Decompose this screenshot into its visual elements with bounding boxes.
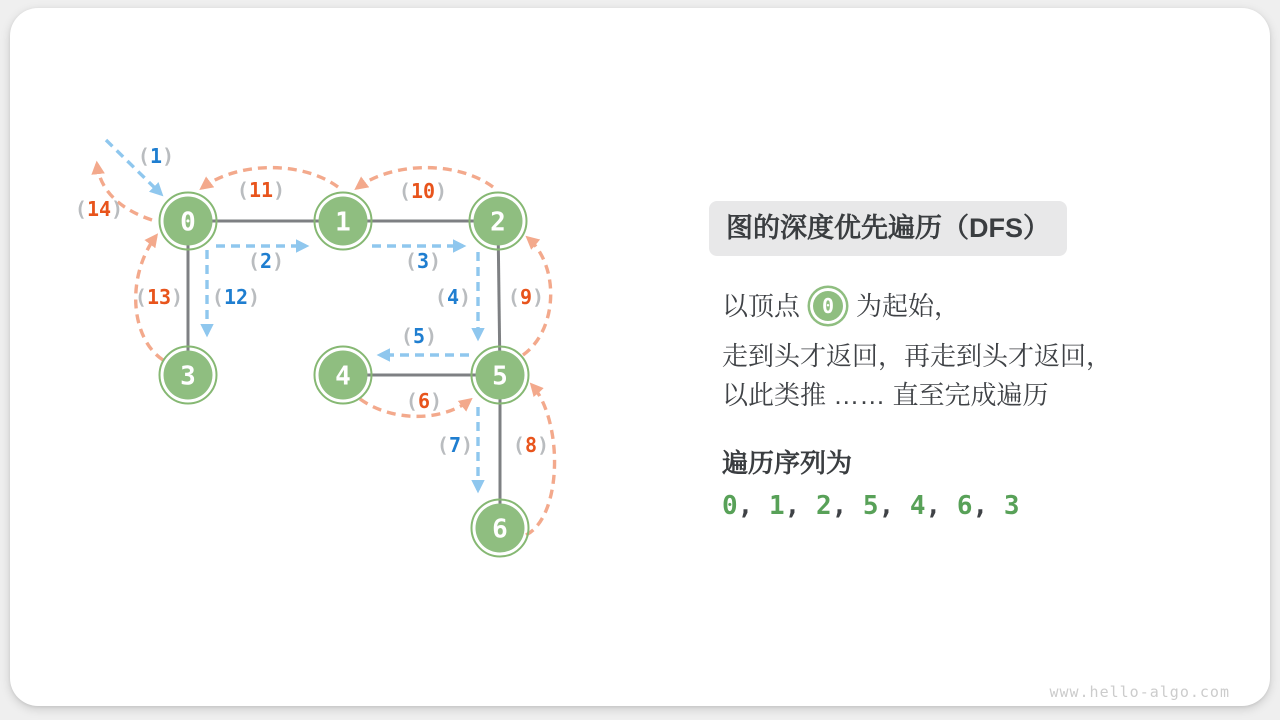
sequence-comma: , xyxy=(737,491,769,521)
start-vertex-badge xyxy=(810,288,846,324)
sequence-title: 遍历序列为 xyxy=(722,448,853,478)
desc-line-1 xyxy=(722,285,960,327)
step-label-13: (13) xyxy=(134,285,184,309)
step-arrow-8 xyxy=(526,385,555,535)
node-value: 5 xyxy=(492,361,508,392)
step-label-1: (1) xyxy=(137,144,175,168)
desc-line-3: 以此类推 …… 直至完成遍历 xyxy=(722,380,1049,410)
traversal-sequence xyxy=(722,487,1019,525)
node-value: 2 xyxy=(490,207,506,238)
sequence-value: 0 xyxy=(722,491,738,521)
sequence-value: 6 xyxy=(956,491,973,521)
step-label-3: (3) xyxy=(404,249,442,273)
sequence-value: 4 xyxy=(909,491,926,521)
sequence-value: 5 xyxy=(862,491,879,521)
step-label-12: (12) xyxy=(211,285,261,309)
node-value: 4 xyxy=(335,361,351,392)
step-label-6: (6) xyxy=(405,389,443,413)
sequence-comma: , xyxy=(878,491,910,521)
desc-line-2: 走到头才返回，再走到头才返回， xyxy=(722,341,1113,371)
sequence-value: 3 xyxy=(1003,491,1020,521)
graph-node-5 xyxy=(472,347,529,404)
step-label-14: (14) xyxy=(74,197,124,221)
node-value: 6 xyxy=(492,514,508,545)
sequence-comma: , xyxy=(831,491,863,521)
step-label-9: (9) xyxy=(507,285,545,309)
desc-prefix: 以顶点 xyxy=(722,291,801,321)
panel-title: 图的深度优先遍历（DFS） xyxy=(709,201,1067,256)
node-value: 3 xyxy=(180,361,196,392)
desc-suffix: 为起始， xyxy=(856,291,961,321)
step-label-5: (5) xyxy=(400,324,438,348)
dfs-graph-diagram xyxy=(10,8,670,628)
graph-node-1 xyxy=(315,193,372,250)
start-vertex-label: 0 xyxy=(821,294,835,318)
graph-node-0 xyxy=(160,193,217,250)
sequence-value: 2 xyxy=(815,491,832,521)
step-label-11: (11) xyxy=(236,178,286,202)
step-label-4: (4) xyxy=(434,285,472,309)
graph-node-4 xyxy=(315,347,372,404)
node-value: 1 xyxy=(335,207,351,238)
step-label-2: (2) xyxy=(247,249,285,273)
step-label-8: (8) xyxy=(512,433,550,457)
sequence-comma: , xyxy=(925,491,957,521)
graph-node-3 xyxy=(160,347,217,404)
watermark: www.hello-algo.com xyxy=(1049,683,1230,701)
graph-node-2 xyxy=(470,193,527,250)
content-card xyxy=(10,8,1270,706)
sequence-comma: , xyxy=(784,491,816,521)
sequence-comma: , xyxy=(972,491,1004,521)
step-label-7: (7) xyxy=(436,433,474,457)
node-value: 0 xyxy=(180,207,196,238)
sequence-value: 1 xyxy=(768,491,785,521)
step-label-10: (10) xyxy=(398,179,448,203)
graph-node-6 xyxy=(472,500,529,557)
